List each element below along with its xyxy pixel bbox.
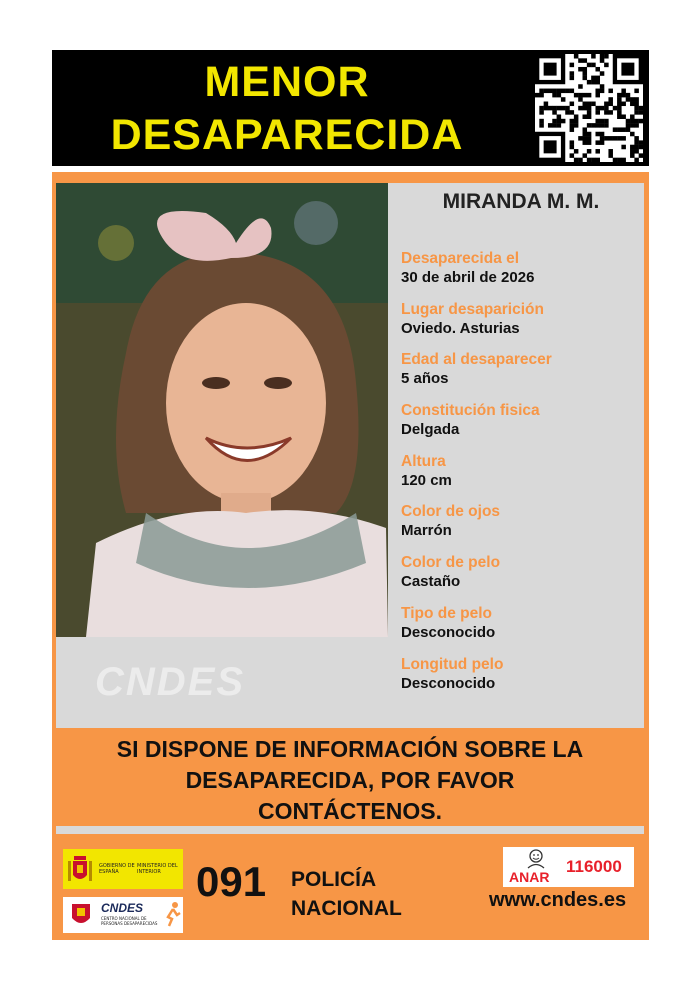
- cndes-logo: [63, 897, 183, 933]
- detail-hair-type: [401, 604, 641, 655]
- anar-logo[interactable]: [503, 847, 634, 887]
- title-line-2: DESAPARECIDA: [110, 111, 464, 159]
- detail-value: 30 de abril de 2026: [401, 269, 535, 286]
- police-line-2: NACIONAL: [291, 897, 402, 920]
- cndes-runner-icon: [163, 901, 181, 927]
- detail-label: Edad al desaparecer: [401, 351, 552, 369]
- message-line-3: CONTÁCTENOS.: [258, 798, 442, 824]
- detail-value: Delgada: [401, 421, 460, 439]
- message-line-1: SI DISPONE DE INFORMACIÓN SOBRE LA: [116, 736, 584, 762]
- detail-value: Castaño: [401, 573, 461, 591]
- detail-label: Altura: [401, 452, 446, 470]
- detail-value: Desconocido: [401, 674, 496, 692]
- cndes-logo-name: CNDES: [101, 901, 144, 915]
- detail-label: Desaparecida el: [401, 250, 520, 267]
- anar-number: 116000: [566, 857, 622, 876]
- website-link[interactable]: www.cndes.es: [489, 889, 627, 911]
- missing-person-photo: [56, 183, 388, 637]
- detail-value: Desconocido: [401, 623, 496, 641]
- detail-hair-length: [401, 655, 641, 706]
- detail-label: Color de ojos: [401, 503, 501, 521]
- photo-watermark: CNDES: [95, 660, 246, 704]
- police-line-1: POLICÍA: [291, 868, 377, 891]
- detail-missing-date: [401, 249, 641, 300]
- gob-logo-text-left: GOBIERNO DE ESPAÑA: [99, 863, 135, 875]
- detail-label: Longitud pelo: [401, 655, 504, 673]
- person-name: MIRANDA M. M.: [442, 190, 600, 213]
- coat-of-arms-icon: [67, 853, 93, 885]
- divider: [56, 826, 644, 834]
- details-list: [401, 249, 641, 705]
- detail-label: Tipo de pelo: [401, 604, 492, 622]
- contact-message: [56, 734, 644, 827]
- emergency-phone[interactable]: 091: [196, 858, 267, 905]
- poster-title: [52, 56, 522, 162]
- detail-age: [401, 350, 641, 401]
- detail-label: Lugar desaparición: [401, 300, 544, 318]
- detail-value: 120 cm: [401, 471, 452, 489]
- detail-label: Constitución fisica: [401, 402, 540, 420]
- title-line-1: MENOR: [204, 58, 370, 106]
- detail-location: [401, 300, 641, 351]
- coat-of-arms-icon: [66, 900, 96, 930]
- detail-value: 5 años: [401, 370, 449, 388]
- detail-build: [401, 401, 641, 452]
- gob-logo-text-right: MINISTERIO DEL INTERIOR: [137, 863, 178, 875]
- poster-header: [52, 50, 649, 166]
- cndes-logo-subtitle: CENTRO NACIONAL DE PERSONAS DESAPARECIDAS: [101, 916, 158, 926]
- government-logo: [63, 849, 183, 889]
- detail-height: [401, 452, 641, 503]
- detail-value: Marrón: [401, 522, 452, 540]
- police-label: [291, 865, 402, 923]
- message-line-2: DESAPARECIDA, POR FAVOR: [185, 767, 515, 793]
- detail-label: Color de pelo: [401, 554, 501, 572]
- detail-value: Oviedo. Asturias: [401, 319, 520, 337]
- detail-hair-color: [401, 553, 641, 604]
- anar-smiley-icon: [525, 849, 547, 869]
- anar-word: ANAR: [509, 869, 550, 885]
- detail-eye-color: [401, 502, 641, 553]
- qr-code-icon[interactable]: [535, 54, 643, 162]
